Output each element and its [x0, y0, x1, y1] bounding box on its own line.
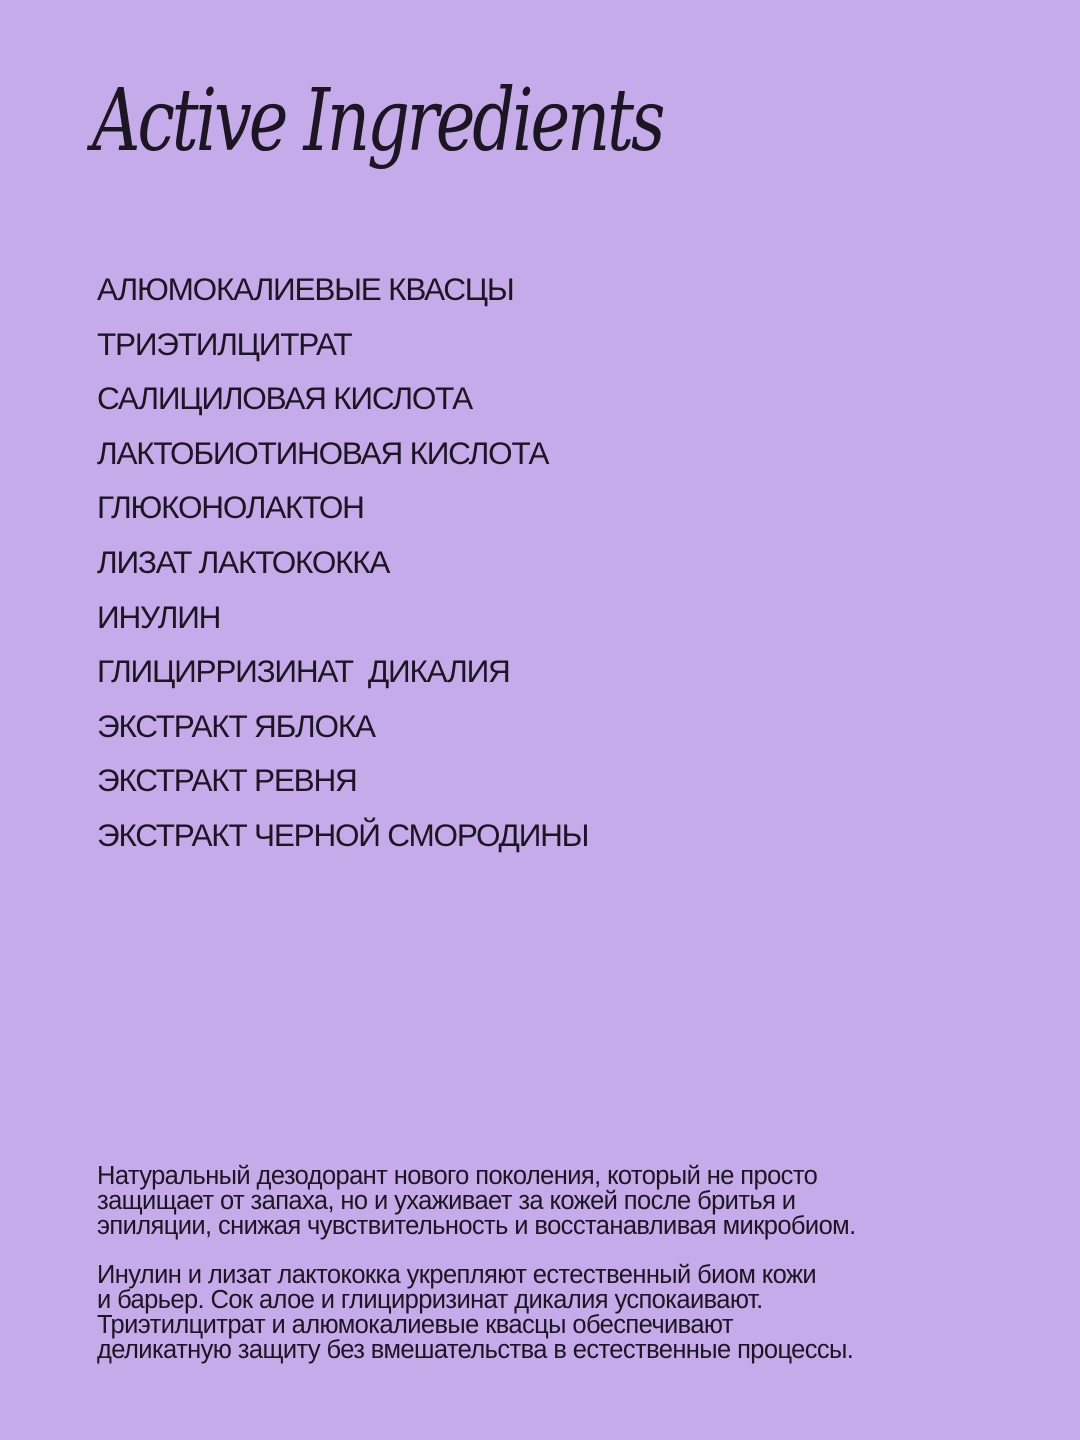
ingredient-item: ИНУЛИН	[97, 598, 221, 635]
ingredient-item: ЛИЗАТ ЛАКТОКОККА	[97, 543, 390, 580]
ingredient-item: ТРИЭТИЛЦИТРАТ	[97, 325, 352, 362]
ingredient-item: САЛИЦИЛОВАЯ КИСЛОТА	[97, 380, 472, 417]
ingredient-item: ЭКСТРАКТ ЧЕРНОЙ СМОРОДИНЫ	[97, 816, 589, 853]
product-description	[97, 1164, 997, 1387]
ingredient-item: АЛЮМОКАЛИЕВЫЕ КВАСЦЫ	[97, 271, 514, 307]
ingredient-item: ГЛИЦИРРИЗИНАТ ДИКАЛИЯ	[97, 653, 510, 690]
page-title: Active Ingredients	[92, 71, 663, 171]
ingredient-list	[97, 262, 588, 863]
description-paragraph: Натуральный дезодорант нового поколения, который не просто защищает от запаха, но и ухаживает за кожей после бритья и эпиляции, снижая чувствительность и восстанавливая микробиом.	[97, 1162, 856, 1240]
ingredient-item: ЭКСТРАКТ ЯБЛОКА	[97, 707, 375, 744]
ingredient-item: ГЛЮКОНОЛАКТОН	[97, 489, 364, 526]
ingredient-item: ЭКСТРАКТ РЕВНЯ	[97, 762, 357, 799]
description-paragraph: Инулин и лизат лактококка укрепляют естественный биом кожи и барьер. Сок алое и глицирризинат дикалия успокаивают. Триэтилцитрат и алюмокалиевые квасцы обеспечивают деликатную защиту без вмешательства в естественные процессы.	[97, 1261, 854, 1364]
ingredient-item: ЛАКТОБИОТИНОВАЯ КИСЛОТА	[97, 434, 549, 471]
